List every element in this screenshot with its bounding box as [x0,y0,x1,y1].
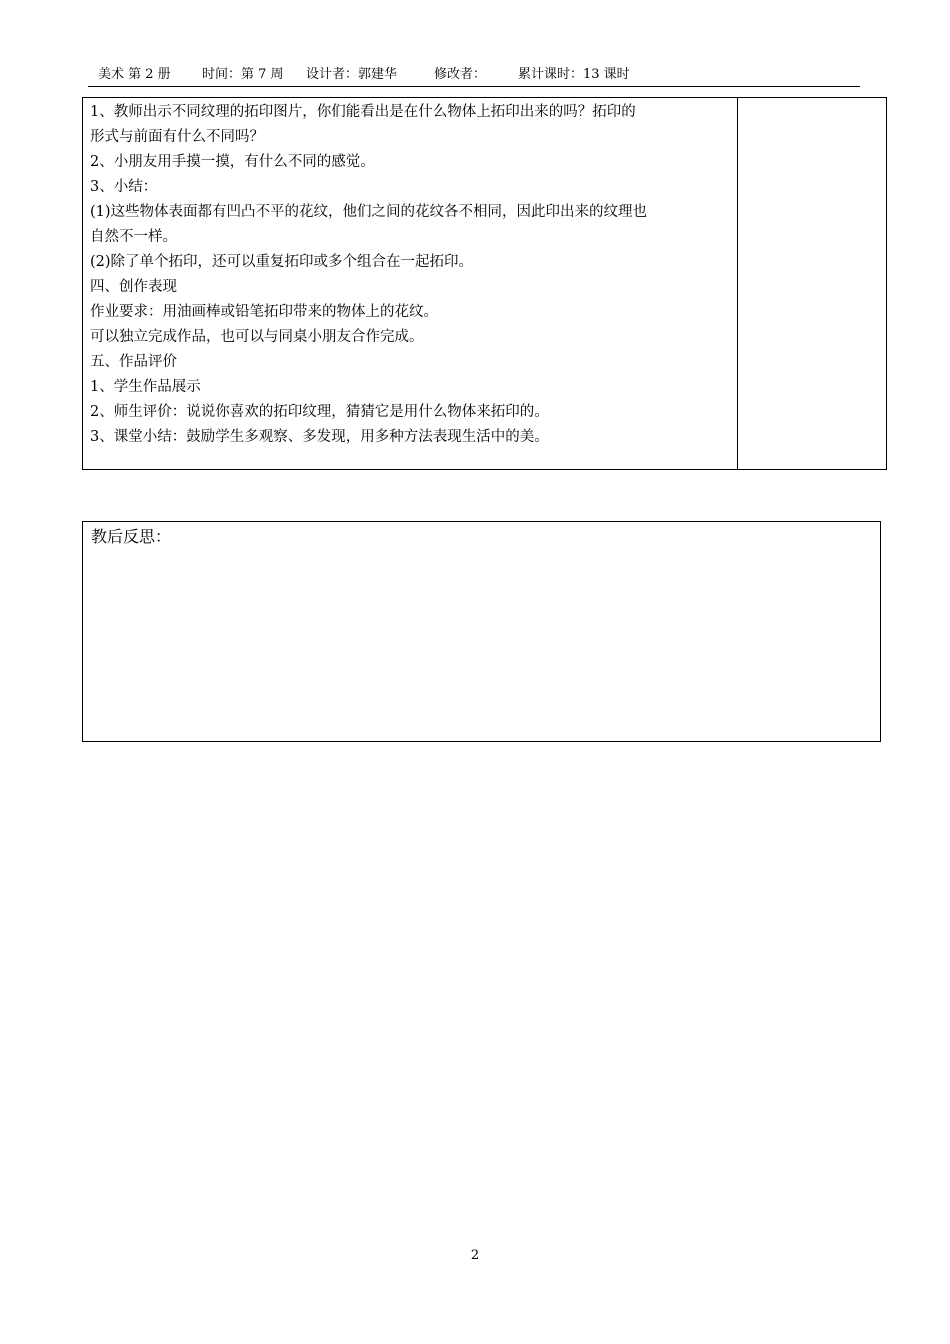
reflection-box [82,521,881,742]
lesson-line: 1、学生作品展示 [90,379,201,395]
header-subject: 美术 第 2 册 [98,67,171,82]
lesson-line: (2)除了单个拓印，还可以重复拓印或多个组合在一起拓印。 [90,254,474,270]
lesson-line: 3、课堂小结：鼓励学生多观察、多发现，用多种方法表现生活中的美。 [90,429,549,445]
lesson-line: 2、小朋友用手摸一摸，有什么不同的感觉。 [90,154,375,170]
page-number: 2 [470,1248,480,1263]
lesson-line: 作业要求：用油画棒或铅笔拓印带来的物体上的花纹。 [90,304,438,320]
header-modifier: 修改者： [434,67,487,82]
lesson-notes-cell [738,98,886,469]
lesson-table [82,97,887,470]
header-time: 时间：第 7 周 [202,67,284,82]
lesson-line: 1、教师出示不同纹理的拓印图片，你们能看出是在什么物体上拓印出来的吗？拓印的 [90,104,636,120]
header-cumulative: 累计课时：13 课时 [518,67,630,82]
page-header [88,66,860,87]
header-designer: 设计者：郭建华 [306,67,398,82]
lesson-line: 形式与前面有什么不同吗？ [90,129,264,145]
lesson-line: 2、师生评价：说说你喜欢的拓印纹理，猜猜它是用什么物体来拓印的。 [90,404,549,420]
lesson-line: 自然不一样。 [90,229,177,245]
lesson-line: 五、作品评价 [90,354,177,370]
lesson-line: (1)这些物体表面都有凹凸不平的花纹，他们之间的花纹各不相同，因此印出来的纹理也 [90,204,648,220]
reflection-title: 教后反思： [91,527,172,546]
lesson-line: 可以独立完成作品，也可以与同桌小朋友合作完成。 [90,329,424,345]
lesson-line: 四、创作表现 [90,279,177,295]
lesson-line: 3、小结： [90,179,158,195]
lesson-content-cell [83,98,738,469]
